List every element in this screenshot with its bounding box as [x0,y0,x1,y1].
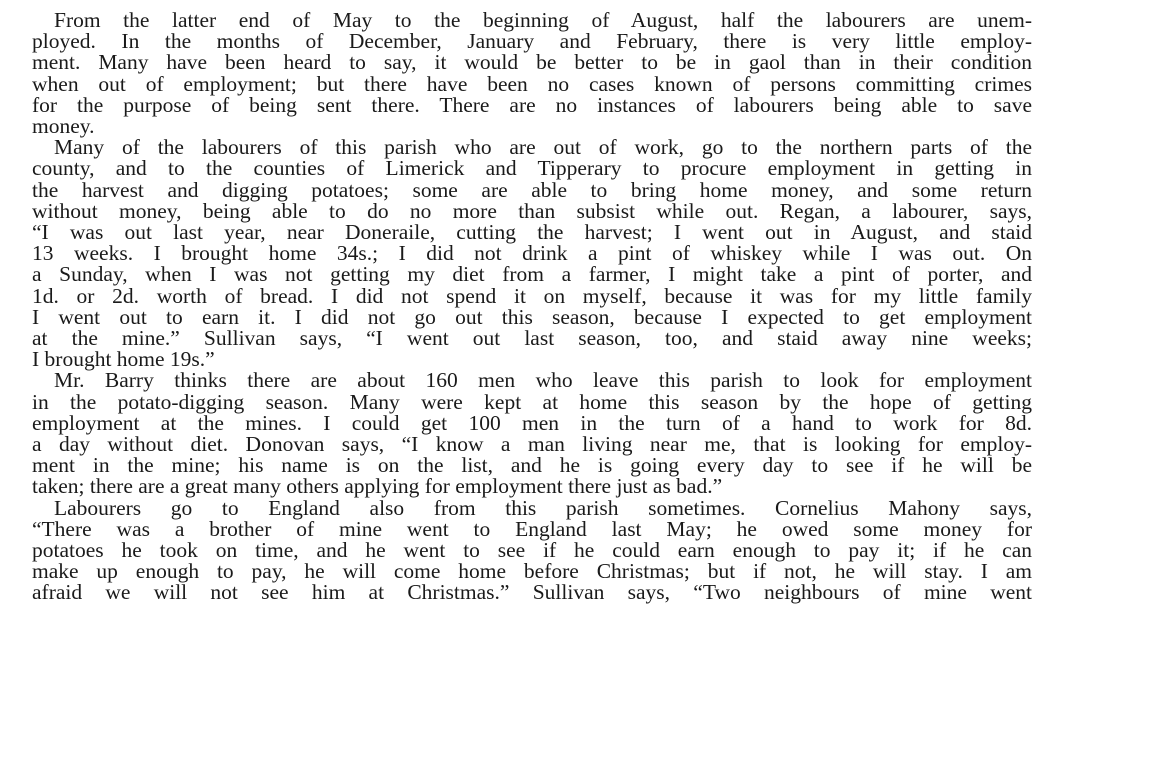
text-line: “I was out last year, near Doneraile, cutting the harvest; I went out in August, and staid [32,220,1032,245]
text-line: make up enough to pay, he will come home before Christmas; but if not, he will stay. I am [32,559,1032,584]
text-line: potatoes he took on time, and he went to see if he could earn enough to pay it; if he can [32,538,1032,563]
text-line: 13 weeks. I brought home 34s.; I did not drink a pint of whiskey while I was out. On [32,241,1032,266]
text-line: Many of the labourers of this parish who are out of work, go to the northern parts of the [54,135,1032,160]
text-line: employment at the mines. I could get 100 men in the turn of a hand to work for 8d. [32,410,1032,435]
text-line: without money, being able to do no more than subsist while out. Regan, a labourer, says, [32,198,1032,223]
paragraph-england [32,495,1032,605]
text-line: county, and to the counties of Limerick and Tipperary to procure employment in getting in [32,156,1032,181]
text-line: for the purpose of being sent there. There are no instances of labourers being able to save [32,92,1032,117]
text-line: ment. Many have been heard to say, it would be better to be in gaol than in their condition [32,50,1032,75]
text-line: “There was a brother of mine went to England last May; he owed some money for [32,516,1032,541]
text-line: money. [32,114,95,139]
text-line: taken; there are a great many others applying for employment there just as bad.” [32,474,723,499]
text-line: at the mine.” Sullivan says, “I went out last season, too, and staid away nine weeks; [32,326,1032,351]
text-line: a Sunday, when I was not getting my diet from a farmer, I might take a pint of porter, and [32,262,1032,287]
text-line: Mr. Barry thinks there are about 160 men who leave this parish to look for employment [54,368,1032,393]
text-line: in the potato-digging season. Many were kept at home this season by the hope of getting [32,389,1032,414]
text-line: I went out to earn it. I did not go out this season, because I expected to get employment [32,304,1032,329]
text-line: when out of employment; but there have been no cases known of persons committing crimes [32,71,1032,96]
paragraph-unemployment [32,10,1032,137]
text-line: afraid we will not see him at Christmas.” Sullivan says, “Two neighbours of mine went [32,580,1032,605]
text-line: a day without diet. Donovan says, “I know a man living near me, that is looking for employ- [32,432,1032,457]
text-line: Labourers go to England also from this parish sometimes. Cornelius Mahony says, [54,495,1032,520]
text-line: ployed. In the months of December, January and February, there is very little employ- [32,29,1032,54]
paragraph-potato-digging [32,370,1032,497]
text-line: 1d. or 2d. worth of bread. I did not spend it on myself, because it was for my little family [32,283,1032,308]
text-line: the harvest and digging potatoes; some are able to bring home money, and some return [32,177,1032,202]
text-line: ment in the mine; his name is on the list, and he is going every day to see if he will be [32,453,1032,478]
text-line: I brought home 19s.” [32,347,215,372]
document-page [32,10,1032,604]
text-line: From the latter end of May to the beginning of August, half the labourers are unem- [54,8,1032,32]
paragraph-harvest-migration [32,137,1032,370]
